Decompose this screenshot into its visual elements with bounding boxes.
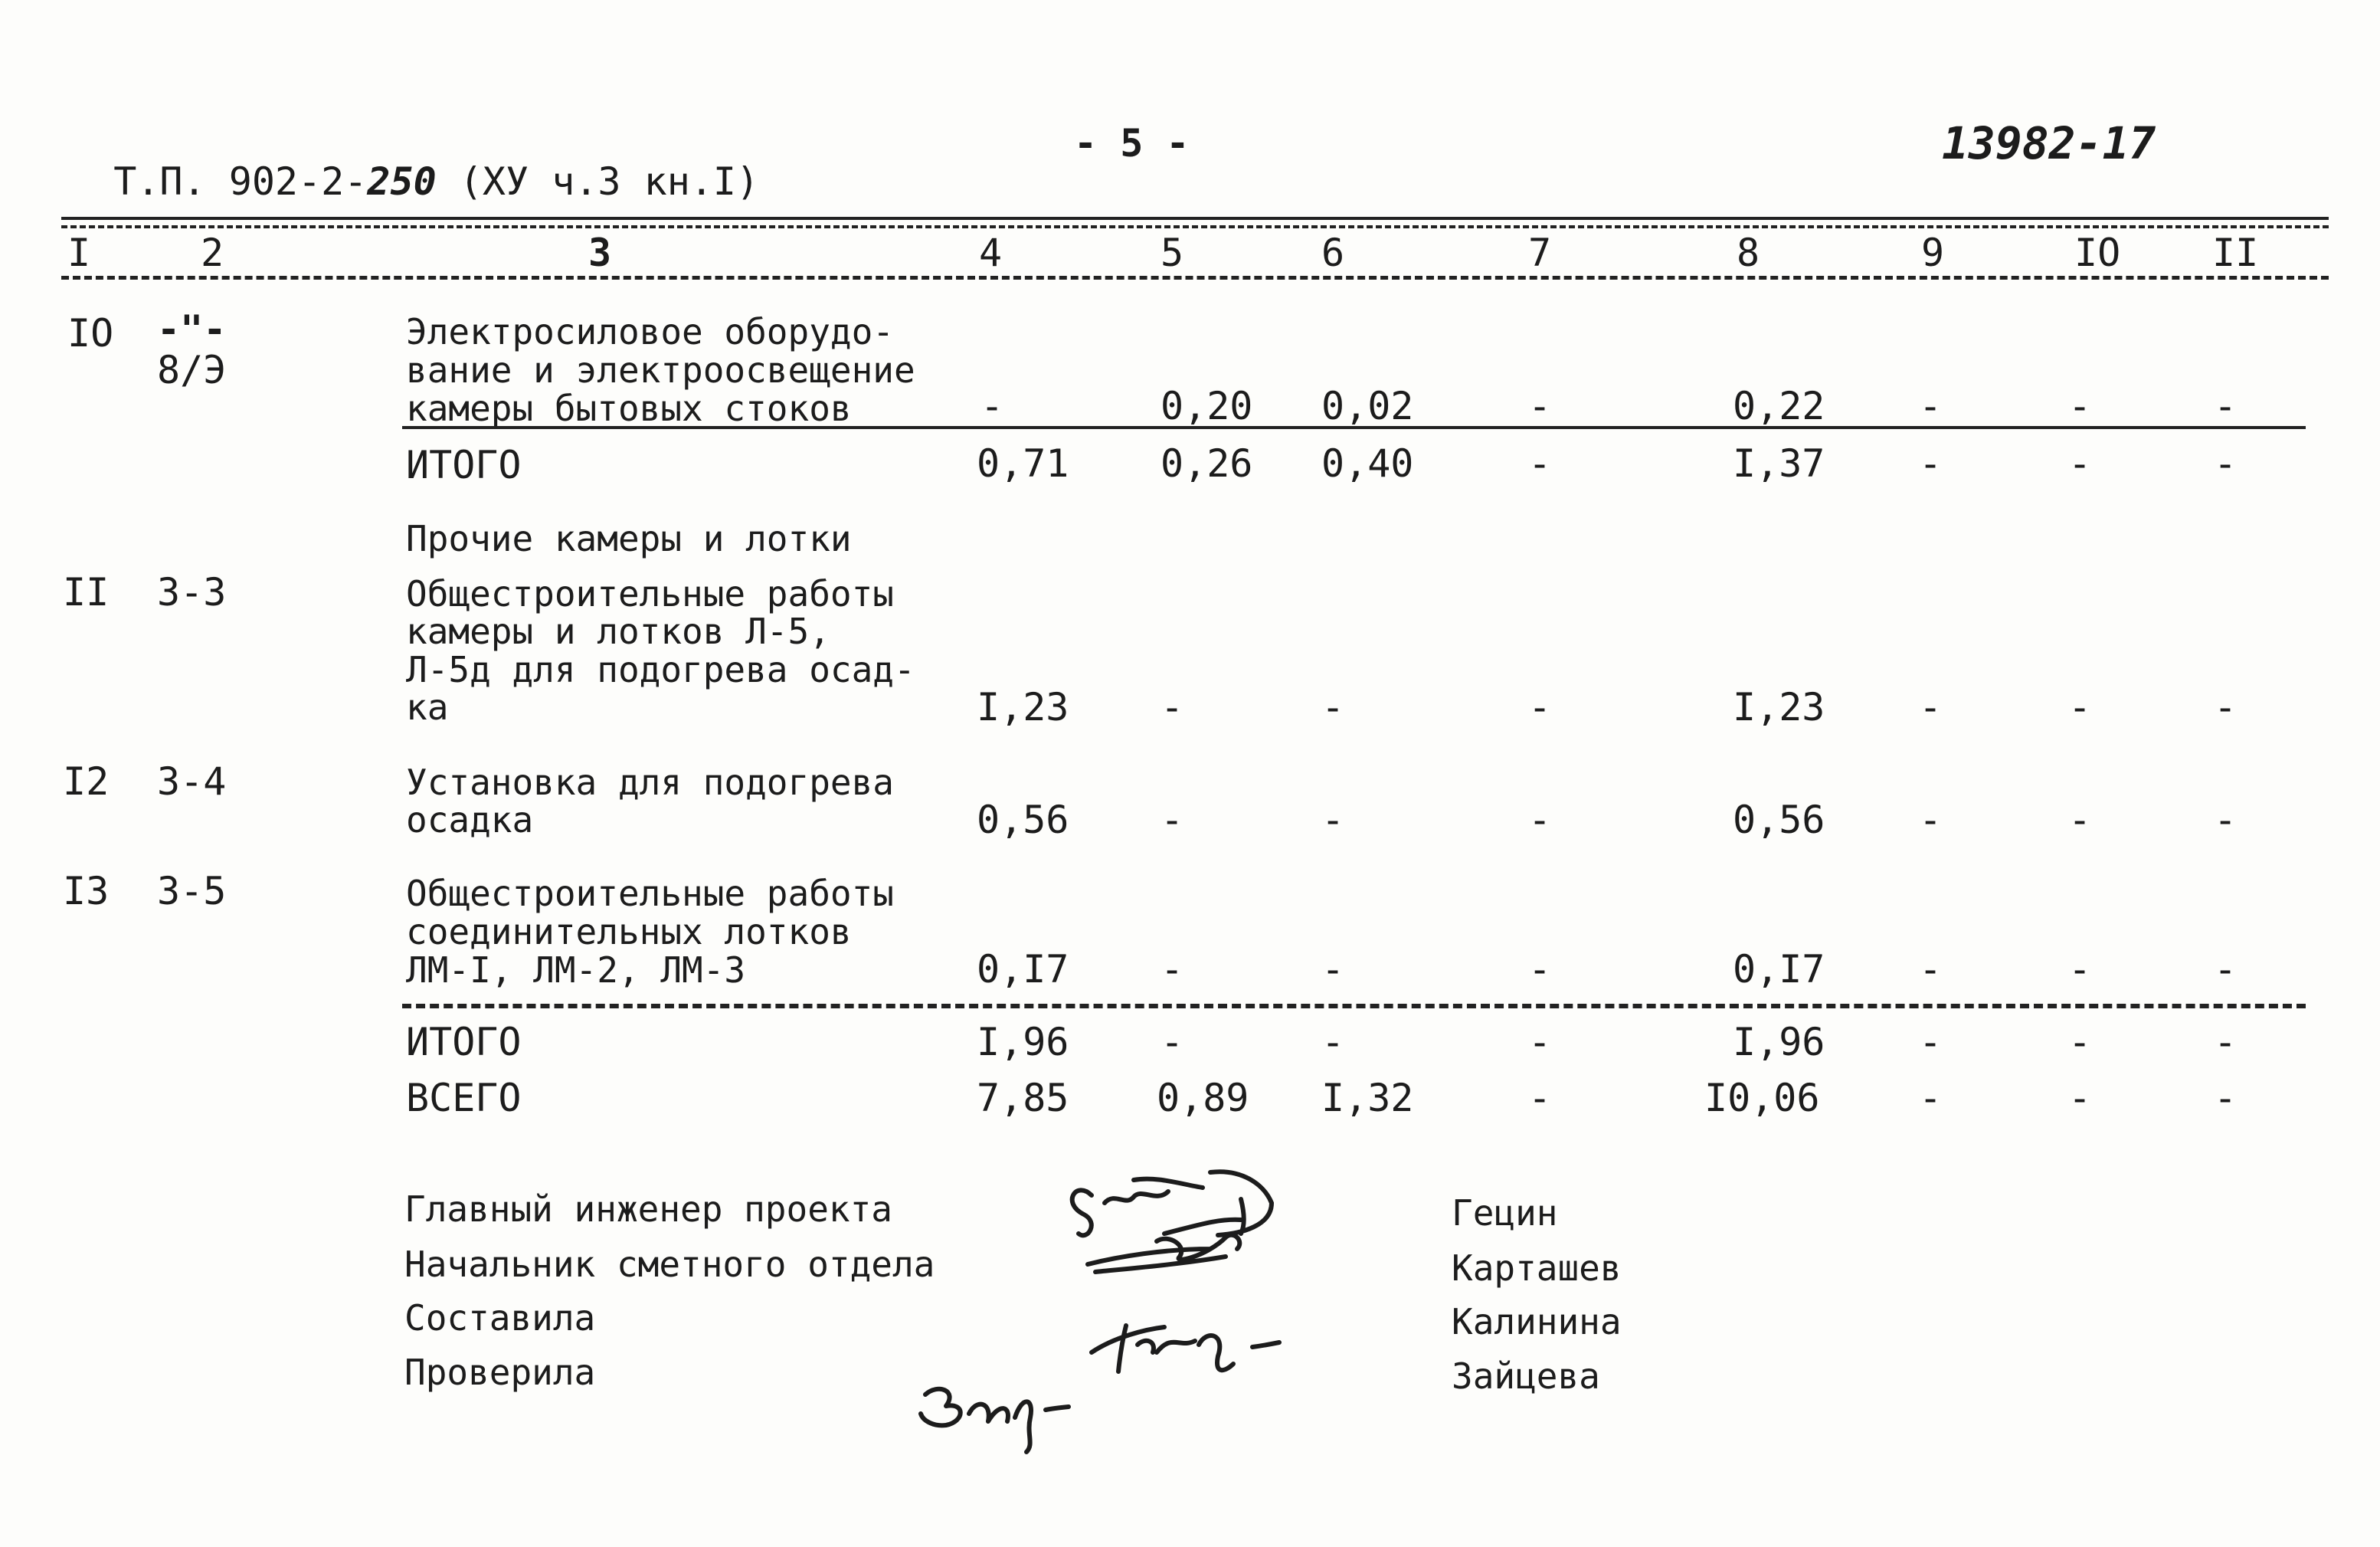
row-desc-line: ЛМ-I, ЛМ-2, ЛМ-3 <box>406 949 746 991</box>
signature-name: Карташев <box>1452 1247 1622 1289</box>
cell-value: - <box>1528 384 1552 428</box>
row-number: II <box>63 570 110 615</box>
row-code: 3-3 <box>157 570 227 615</box>
col-header-11: II <box>2212 231 2259 275</box>
cell-value: 0,I7 <box>1733 947 1825 991</box>
cell-value: - <box>980 384 1004 428</box>
cell-value: - <box>1919 384 1943 428</box>
cell-value: - <box>1161 947 1184 991</box>
cell-value: 0,20 <box>1161 384 1253 428</box>
row-desc-line: осадка <box>406 799 534 841</box>
row-desc-line: ка <box>406 687 449 728</box>
cell-value: - <box>1161 1020 1184 1064</box>
cell-value: - <box>2214 384 2238 428</box>
row-number: IO <box>67 311 114 356</box>
cell-value: - <box>2214 1076 2238 1120</box>
cell-value: - <box>1321 798 1345 842</box>
row-desc-line: Электросиловое оборудо- <box>406 311 894 352</box>
signature-name: Зайцева <box>1452 1355 1600 1397</box>
cell-value: - <box>1161 685 1184 729</box>
subtotal-rule <box>402 1004 2306 1008</box>
cell-value: - <box>2214 1020 2238 1064</box>
cell-value: - <box>1919 685 1943 729</box>
row-desc-line: Л-5д для подогрева осад- <box>406 649 915 690</box>
col-header-1: I <box>67 231 91 275</box>
cell-value: 0,71 <box>977 441 1069 486</box>
cell-value: 0,89 <box>1157 1076 1249 1120</box>
section-heading: Прочие камеры и лотки <box>406 518 852 559</box>
cell-value: - <box>1528 947 1552 991</box>
cell-value: - <box>1321 947 1345 991</box>
cell-value: 0,56 <box>1733 798 1825 842</box>
cell-value: - <box>2214 441 2238 486</box>
top-rule-dashed <box>61 225 2329 228</box>
cell-value: I,96 <box>977 1020 1069 1064</box>
cell-value: - <box>2068 685 2092 729</box>
col-header-5: 5 <box>1161 231 1184 275</box>
row-number: I2 <box>63 759 110 804</box>
col-header-7: 7 <box>1528 231 1552 275</box>
cell-value: 0,26 <box>1161 441 1253 486</box>
subtotal-label: ИТОГО <box>406 443 522 487</box>
row-desc-line: вание и электроосвещение <box>406 349 915 391</box>
column-header-rule <box>61 276 2329 280</box>
signature-role: Начальник сметного отдела <box>404 1244 935 1285</box>
tp-number: 250 <box>367 159 437 204</box>
col-header-3: 3 <box>588 231 612 275</box>
cell-value: - <box>1919 1020 1943 1064</box>
cell-value: - <box>2068 441 2092 486</box>
doc-code <box>67 124 760 204</box>
row-code: 3-5 <box>157 869 227 913</box>
cell-value: - <box>1919 798 1943 842</box>
cell-value: - <box>1321 1020 1345 1064</box>
tp-suffix: (ХУ ч.3 кн.I) <box>459 159 760 204</box>
signature-role: Главный инженер проекта <box>404 1188 892 1230</box>
cell-value: I,37 <box>1733 441 1825 486</box>
cell-value: - <box>1528 1076 1552 1120</box>
cell-value: - <box>1919 947 1943 991</box>
cell-value: - <box>1161 798 1184 842</box>
cell-value: - <box>1528 685 1552 729</box>
cell-value: - <box>2068 1020 2092 1064</box>
document-number: 13982-17 <box>1942 117 2156 169</box>
top-rule <box>61 217 2329 220</box>
cell-value: 0,56 <box>977 798 1069 842</box>
handwritten-signatures <box>904 1149 1409 1456</box>
cell-value: - <box>1528 441 1552 486</box>
cell-value: 0,40 <box>1321 441 1414 486</box>
cell-value: - <box>1919 441 1943 486</box>
row-desc-line: соединительных лотков <box>406 911 852 952</box>
subtotal-rule <box>402 426 2306 429</box>
row-code: 3-4 <box>157 759 227 804</box>
signature-role: Составила <box>404 1297 596 1339</box>
cell-value: - <box>2214 685 2238 729</box>
cell-value: I,96 <box>1733 1020 1825 1064</box>
row-desc-line: Общестроительные работы <box>406 873 894 914</box>
cell-value: - <box>2068 798 2092 842</box>
cell-value: - <box>2214 947 2238 991</box>
cell-value: - <box>2068 384 2092 428</box>
cell-value: 0,I7 <box>977 947 1069 991</box>
cell-value: I,23 <box>977 685 1069 729</box>
cell-value: - <box>2214 798 2238 842</box>
cell-value: I,23 <box>1733 685 1825 729</box>
cell-value: I0,06 <box>1704 1076 1820 1120</box>
tp-prefix: Т.П. 902-2- <box>113 159 368 204</box>
row-number: I3 <box>63 869 110 913</box>
cell-value: 0,02 <box>1321 384 1414 428</box>
total-label: ВСЕГО <box>406 1076 522 1120</box>
col-header-10: IO <box>2074 231 2121 275</box>
cell-value: I,32 <box>1321 1076 1414 1120</box>
cell-value: 0,22 <box>1733 384 1825 428</box>
cell-value: - <box>2068 947 2092 991</box>
row-code: 8/Э <box>157 348 227 392</box>
row-desc-line: Общестроительные работы <box>406 573 894 615</box>
col-header-4: 4 <box>979 231 1003 275</box>
cell-value: - <box>1528 798 1552 842</box>
subtotal-label: ИТОГО <box>406 1020 522 1064</box>
col-header-6: 6 <box>1321 231 1345 275</box>
signature-name: Гецин <box>1452 1192 1558 1234</box>
signature-name: Калинина <box>1452 1301 1622 1342</box>
row-code-ditto: -"- <box>157 307 227 352</box>
col-header-2: 2 <box>201 231 224 275</box>
signature-role: Проверила <box>404 1352 596 1393</box>
page-number: - 5 - <box>1074 121 1190 166</box>
col-header-9: 9 <box>1921 231 1945 275</box>
cell-value: - <box>1321 685 1345 729</box>
row-desc-line: камеры бытовых стоков <box>406 388 852 429</box>
cell-value: - <box>2068 1076 2092 1120</box>
cell-value: 7,85 <box>977 1076 1069 1120</box>
cell-value: - <box>1919 1076 1943 1120</box>
row-desc-line: камеры и лотков Л-5, <box>406 611 830 652</box>
cell-value: - <box>1528 1020 1552 1064</box>
row-desc-line: Установка для подогрева <box>406 762 894 803</box>
col-header-8: 8 <box>1737 231 1760 275</box>
